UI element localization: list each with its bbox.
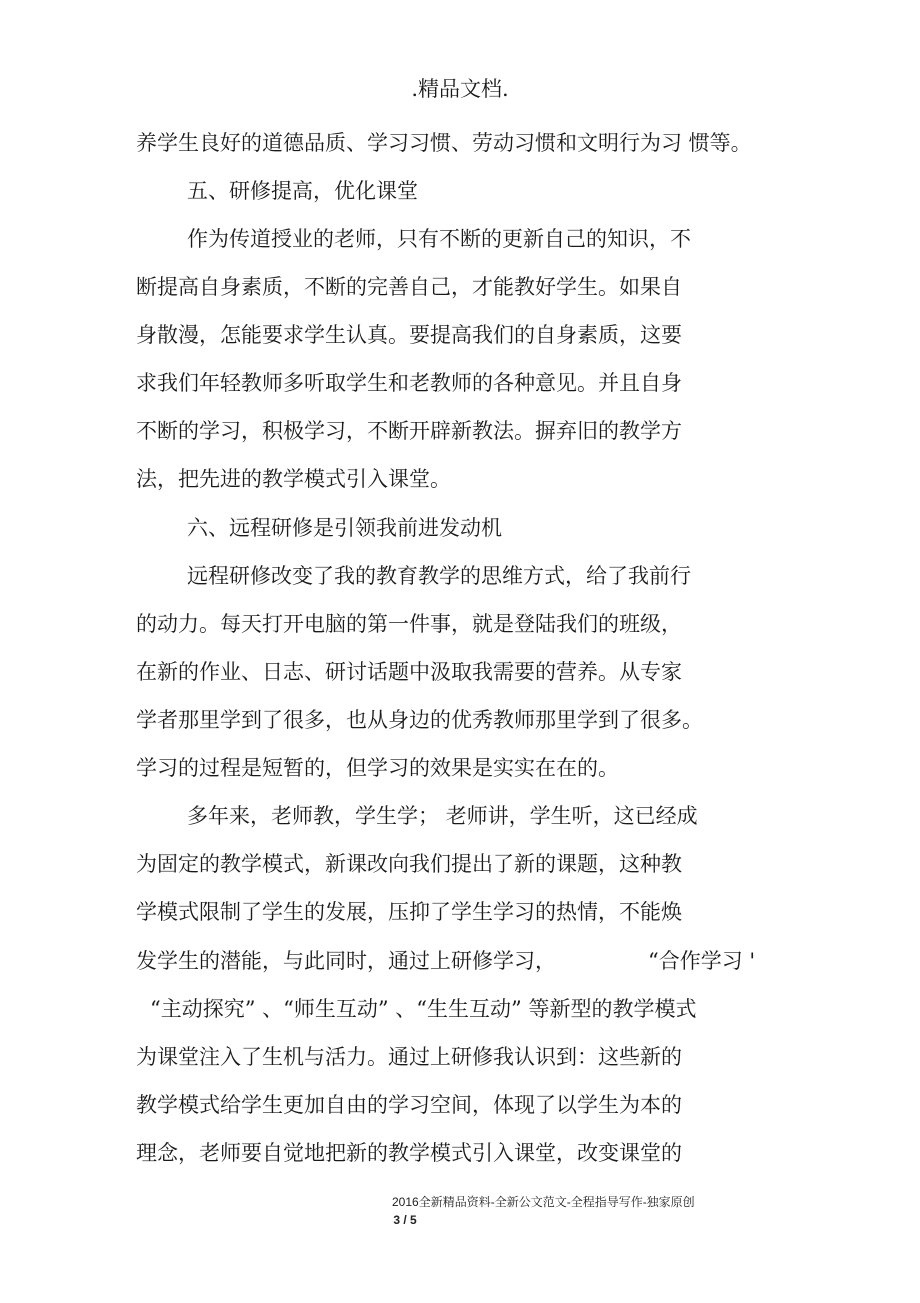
quoted-term: “合作学习 ' (648, 949, 756, 973)
body-line: 在新的作业、日志、研讨话题中汲取我需要的营养。从专家 (136, 660, 682, 684)
body-line: 养学生良好的道德品质、学习习惯、劳动习惯和文明行为习 惯等。 (136, 131, 752, 155)
body-line: 发学生的潜能，与此同时，通过上研修学习， (136, 949, 556, 973)
body-line: 多年来，老师教，学生学； 老师讲，学生听，这已经成 (187, 804, 698, 828)
body-line: 求我们年轻教师多听取学生和老教师的各种意见。并且自身 (136, 371, 682, 395)
section-heading: 六、远程研修是引领我前进发动机 (187, 516, 502, 540)
body-line: 理念，老师要自觉地把新的教学模式引入课堂，改变课堂的 (136, 1141, 682, 1165)
body-line: 不断的学习，积极学习，不断开辟新教法。摒弃旧的教学方 (136, 419, 682, 443)
section-heading: 五、研修提高，优化课堂 (187, 179, 418, 203)
page-header: .精品文档. (411, 77, 509, 101)
footer-text: 2016全新精品资料-全新公文范文-全程指导写作-独家原创 (392, 1195, 695, 1209)
page-number: 3 / 5 (393, 1213, 417, 1227)
body-line: 学者那里学到了很多，也从身边的优秀教师那里学到了很多。 (136, 708, 703, 732)
body-line: 作为传道授业的老师，只有不断的更新自己的知识，不 (187, 227, 691, 251)
body-line: 学习的过程是短暂的，但学习的效果是实实在在的。 (136, 756, 619, 780)
body-line: 断提高自身素质，不断的完善自己，才能教好学生。如果自 (136, 275, 682, 299)
body-line: 远程研修改变了我的教育教学的思维方式，给了我前行 (187, 564, 691, 588)
body-line: 的动力。每天打开电脑的第一件事，就是登陆我们的班级， (136, 612, 682, 636)
body-line: 为课堂注入了生机与活力。通过上研修我认识到：这些新的 (136, 1045, 682, 1069)
body-line: 为固定的教学模式，新课改向我们提出了新的课题，这种教 (136, 852, 682, 876)
body-line: 法，把先进的教学模式引入课堂。 (136, 467, 451, 491)
body-line: “主动探究” 、“师生互动” 、“生生互动” 等新型的教学模式 (150, 997, 697, 1021)
body-line: 身散漫，怎能要求学生认真。要提高我们的自身素质，这要 (136, 323, 682, 347)
body-line: 学模式限制了学生的发展，压抑了学生学习的热情，不能焕 (136, 900, 682, 924)
body-line: 教学模式给学生更加自由的学习空间，体现了以学生为本的 (136, 1093, 682, 1117)
